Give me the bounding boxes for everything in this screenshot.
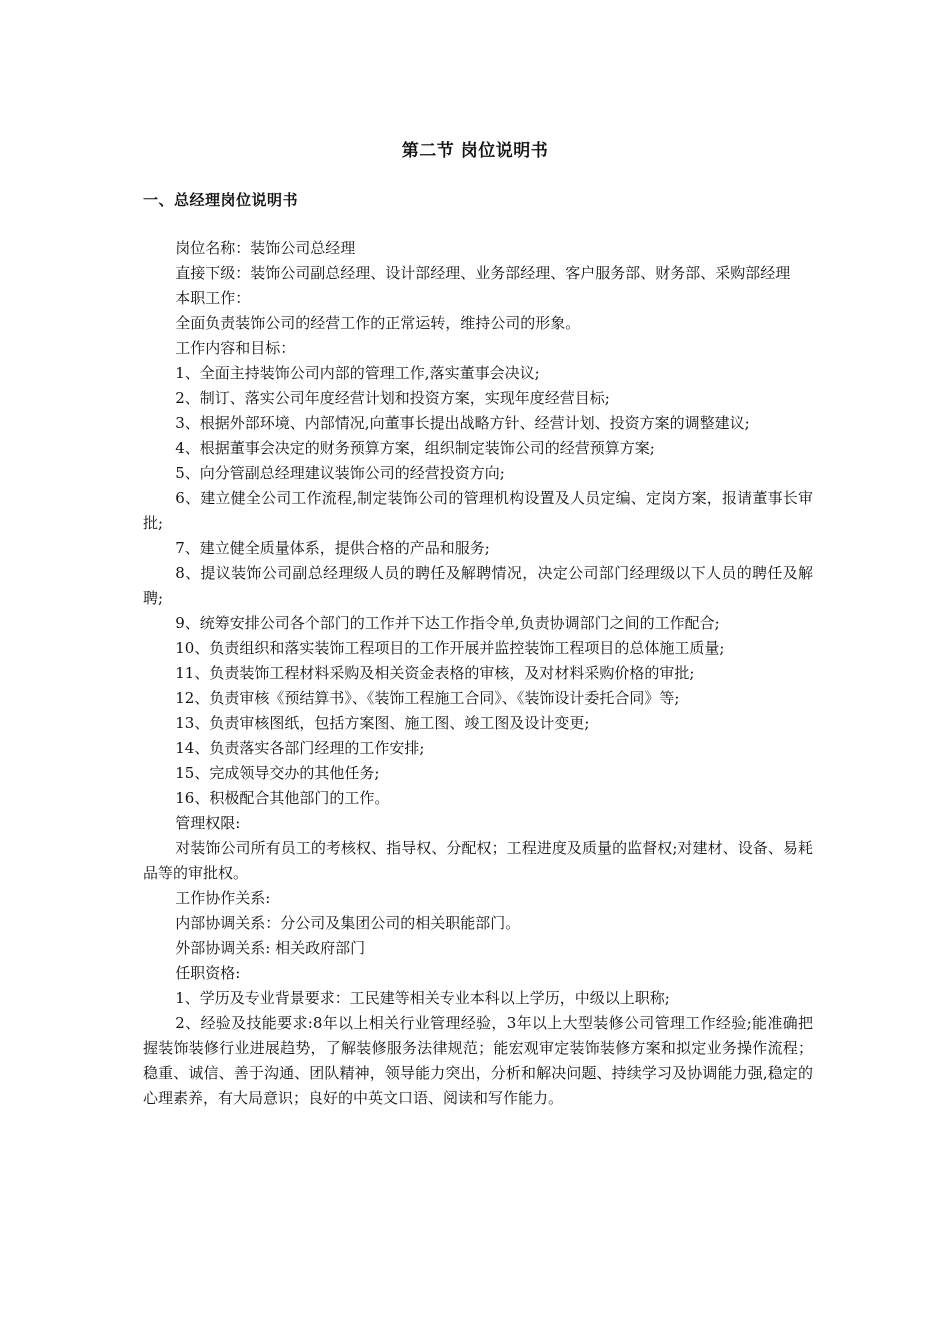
list-item: 15、完成领导交办的其他任务; (175, 764, 380, 782)
list-item: 6、建立健全公司工作流程,制定装饰公司的管理机构设置及人员定编、定岗方案，报请董事长审批; (143, 489, 813, 532)
list-item: 13、负责审核图纸，包括方案图、施工图、竣工图及设计变更; (175, 714, 590, 732)
document-title: 第二节 岗位说明书 (401, 141, 549, 161)
list-item: 14、负责落实各部门经理的工作安排; (175, 739, 425, 757)
list-item: 5、向分管副总经理建议装饰公司的经营投资方向; (175, 464, 505, 482)
list-item: 4、根据董事会决定的财务预算方案，组织制定装饰公司的经营预算方案; (175, 439, 655, 457)
paragraph-external-relations: 外部协调关系: 相关政府部门 (175, 939, 366, 957)
paragraph-duty-heading: 本职工作： (175, 289, 251, 307)
list-item: 1、全面主持装饰公司内部的管理工作,落实董事会决议; (175, 364, 540, 382)
list-item: 9、统筹安排公司各个部门的工作并下达工作指令单,负责协调部门之间的工作配合; (175, 614, 720, 632)
list-item: 8、提议装饰公司副总经理级人员的聘任及解聘情况，决定公司部门经理级以下人员的聘任及解聘; (143, 564, 813, 607)
list-item: 2、制订、落实公司年度经营计划和投资方案，实现年度经营目标; (175, 389, 610, 407)
list-item: 2、经验及技能要求:8年以上相关行业管理经验，3年以上大型装修公司管理工作经验;能准确把握装饰装修行业进展趋势，了解装修服务法律规范；能宏观审定装饰装修方案和拟定业务操作流程；稳重、诚信、善于沟通、团队精神，领导能力突出，分析和解决问题、持续学习及协调能力强,稳定的心理素养，有大局意识；良好的中英文口语、阅读和写作能力。 (143, 1014, 813, 1107)
paragraph-internal-relations: 内部协调关系：分公司及集团公司的相关职能部门。 (175, 914, 521, 932)
paragraph-relations-heading: 工作协作关系: (175, 889, 271, 907)
paragraph-qualifications-heading: 任职资格: (175, 964, 241, 982)
list-item: 12、负责审核《预结算书》、《装饰工程施工合同》、《装饰设计委托合同》等; (175, 689, 680, 707)
paragraph-duty: 全面负责装饰公司的经营工作的正常运转，维持公司的形象。 (175, 314, 581, 332)
paragraph-direct-reports: 直接下级：装饰公司副总经理、设计部经理、业务部经理、客户服务部、财务部、采购部经理 (175, 264, 791, 282)
paragraph-authority-heading: 管理权限: (175, 814, 241, 832)
document-body (143, 236, 813, 1111)
paragraph-authority: 对装饰公司所有员工的考核权、指导权、分配权；工程进度及质量的监督权;对建材、设备、易耗品等的审批权。 (143, 839, 813, 882)
list-item: 16、积极配合其他部门的工作。 (175, 789, 390, 807)
section-title: 一、总经理岗位说明书 (143, 191, 299, 209)
list-item: 1、学历及专业背景要求：工民建等相关专业本科以上学历，中级以上职称; (175, 989, 670, 1007)
list-item: 11、负责装饰工程材料采购及相关资金表格的审核，及对材料采购价格的审批; (175, 664, 695, 682)
list-item: 10、负责组织和落实装饰工程项目的工作开展并监控装饰工程项目的总体施工质量; (175, 639, 725, 657)
list-item: 7、建立健全质量体系，提供合格的产品和服务; (175, 539, 490, 557)
paragraph-tasks-heading: 工作内容和目标： (175, 339, 296, 357)
list-item: 3、根据外部环境、内部情况,向董事长提出战略方针、经营计划、投资方案的调整建议; (175, 414, 750, 432)
paragraph-position-name: 岗位名称：装饰公司总经理 (175, 239, 356, 257)
